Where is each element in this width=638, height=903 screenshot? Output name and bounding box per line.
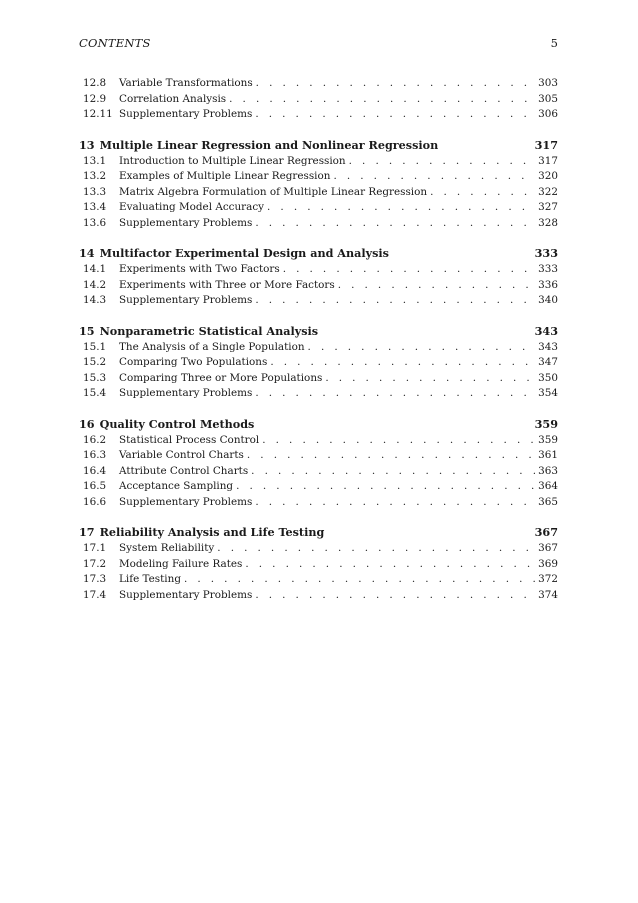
running-header — [79, 36, 558, 50]
toc-section-entry[interactable] — [79, 262, 558, 278]
header-title: CONTENTS — [79, 36, 151, 50]
section-title: Experiments with Two Factors — [119, 263, 280, 275]
section-number: 16.5 — [83, 480, 107, 492]
section-title: Experiments with Three or More Factors — [119, 278, 335, 291]
section-page-number: 350 — [538, 371, 558, 384]
toc-chapter — [79, 244, 558, 309]
toc-section-entry[interactable] — [79, 479, 558, 495]
section-number: 16.4 — [83, 464, 107, 477]
section-title: Comparing Three or More Populations — [119, 371, 323, 384]
section-page-number: 320 — [538, 170, 558, 182]
section-number: 15.4 — [83, 387, 107, 399]
chapter-page-number: 359 — [534, 416, 558, 431]
chapter-page-number: 367 — [534, 525, 558, 539]
chapter-page-number: 343 — [534, 323, 558, 338]
dot-leader — [236, 479, 535, 495]
section-number: 14.2 — [83, 278, 107, 291]
section-title: Examples of Multiple Linear Regression — [119, 170, 331, 182]
chapter-heading — [79, 322, 318, 340]
section-title: Supplementary Problems — [119, 495, 253, 508]
section-number: 13.4 — [83, 201, 107, 213]
chapter-title: Reliability Analysis and Life Testing — [99, 525, 325, 539]
section-title: Modeling Failure Rates — [119, 557, 243, 570]
section-title: Introduction to Multiple Linear Regression — [119, 154, 346, 167]
toc-section-entry[interactable] — [79, 107, 558, 123]
section-page-number: 369 — [538, 557, 558, 570]
chapter-title: Multifactor Experimental Design and Analysis — [99, 246, 389, 260]
dot-leader — [245, 557, 535, 573]
toc-section-entry[interactable] — [79, 572, 558, 588]
section-number: 15.1 — [83, 340, 107, 353]
section-page-number: 354 — [538, 387, 558, 399]
section-page-number: 306 — [538, 108, 558, 120]
dot-leader — [308, 340, 536, 356]
section-title: Comparing Two Populations — [119, 356, 268, 368]
section-page-number: 328 — [538, 216, 558, 229]
toc-section-entry[interactable] — [79, 588, 558, 604]
section-title: Acceptance Sampling — [119, 480, 234, 492]
toc-section-entry[interactable] — [79, 154, 558, 170]
section-number: 12.9 — [83, 92, 107, 105]
toc-chapter — [79, 136, 558, 232]
dot-leader — [255, 588, 535, 604]
toc-chapter — [79, 523, 558, 603]
chapter-number: 16 — [79, 416, 95, 431]
section-title: Supplementary Problems — [119, 387, 253, 399]
section-page-number: 372 — [538, 573, 558, 585]
section-title: Variable Transformations — [119, 77, 253, 89]
section-title: System Reliability — [119, 542, 215, 554]
dot-leader — [255, 495, 535, 511]
continued-sections — [79, 76, 558, 123]
section-title: Evaluating Model Accuracy — [119, 201, 265, 213]
section-page-number: 364 — [538, 480, 558, 492]
header-page-number: 5 — [550, 36, 558, 50]
dot-leader — [247, 448, 535, 464]
section-number: 13.6 — [83, 216, 107, 229]
chapter-number: 14 — [79, 246, 95, 260]
toc-section-entry[interactable] — [79, 495, 558, 511]
section-number: 13.2 — [83, 170, 107, 182]
section-page-number: 359 — [538, 433, 558, 446]
toc-section-entry[interactable] — [79, 293, 558, 309]
toc-section-entry[interactable] — [79, 433, 558, 449]
chapter-page-number: 317 — [534, 137, 558, 152]
section-page-number: 333 — [538, 263, 558, 275]
dot-leader — [430, 185, 535, 201]
chapter-title: Nonparametric Statistical Analysis — [99, 323, 319, 338]
section-title: Statistical Process Control — [119, 433, 260, 446]
section-title: Supplementary Problems — [119, 216, 253, 229]
toc-chapter — [79, 415, 558, 511]
chapter-heading — [79, 244, 389, 262]
section-page-number: 327 — [538, 201, 558, 213]
section-number: 17.2 — [83, 557, 107, 570]
toc-section-entry[interactable] — [79, 355, 558, 371]
dot-leader — [267, 200, 535, 216]
section-title: Attribute Control Charts — [119, 464, 249, 477]
section-number: 14.1 — [83, 263, 107, 275]
toc-chapter-entry[interactable] — [79, 244, 558, 262]
toc-chapter-entry[interactable] — [79, 523, 558, 541]
section-page-number: 340 — [538, 294, 558, 306]
section-number: 14.3 — [83, 294, 107, 306]
chapter-heading — [79, 415, 254, 433]
section-page-number: 303 — [538, 77, 558, 89]
chapter-page-number: 333 — [534, 246, 558, 260]
dot-leader — [217, 541, 535, 557]
section-number: 17.4 — [83, 588, 107, 601]
dot-leader — [262, 433, 535, 449]
section-page-number: 343 — [538, 340, 558, 353]
table-of-contents — [79, 76, 558, 616]
section-page-number: 347 — [538, 356, 558, 368]
dot-leader — [255, 216, 535, 232]
dot-leader — [270, 355, 535, 371]
chapter-heading — [79, 136, 438, 154]
toc-chapter-entry[interactable] — [79, 136, 558, 154]
section-number: 12.11 — [83, 108, 113, 120]
section-page-number: 336 — [538, 278, 558, 291]
dot-leader — [325, 371, 535, 387]
section-page-number: 361 — [538, 449, 558, 461]
section-title: Supplementary Problems — [119, 588, 253, 601]
section-number: 15.2 — [83, 356, 107, 368]
dot-leader — [255, 293, 535, 309]
chapter-number: 17 — [79, 525, 95, 539]
section-page-number: 322 — [538, 185, 558, 198]
chapter-number: 13 — [79, 137, 95, 152]
toc-section-entry[interactable] — [79, 169, 558, 185]
section-number: 15.3 — [83, 371, 107, 384]
toc-section-entry[interactable] — [79, 76, 558, 92]
chapter-title: Quality Control Methods — [99, 416, 255, 431]
toc-section-entry[interactable] — [79, 92, 558, 108]
section-number: 12.8 — [83, 77, 107, 89]
section-number: 16.2 — [83, 433, 107, 446]
chapter-title: Multiple Linear Regression and Nonlinear Regression — [99, 137, 439, 152]
section-number: 13.3 — [83, 185, 107, 198]
section-title: Variable Control Charts — [119, 449, 244, 461]
section-number: 13.1 — [83, 154, 107, 167]
toc-section-entry[interactable] — [79, 278, 558, 294]
dot-leader — [283, 262, 535, 278]
toc-section-entry[interactable] — [79, 340, 558, 356]
section-page-number: 365 — [538, 495, 558, 508]
section-page-number: 367 — [538, 542, 558, 554]
toc-section-entry[interactable] — [79, 386, 558, 402]
toc-chapter-entry[interactable] — [79, 322, 558, 340]
dot-leader — [338, 278, 535, 294]
dot-leader — [256, 76, 535, 92]
toc-section-entry[interactable] — [79, 216, 558, 232]
section-page-number: 317 — [538, 154, 558, 167]
section-number: 17.1 — [83, 542, 107, 554]
chapter-number: 15 — [79, 323, 95, 338]
section-title: Supplementary Problems — [119, 108, 253, 120]
toc-section-entry[interactable] — [79, 185, 558, 201]
section-title: Matrix Algebra Formulation of Multiple Linear Regression — [119, 185, 428, 198]
chapter-heading — [79, 523, 324, 541]
dot-leader — [255, 386, 535, 402]
toc-section-entry[interactable] — [79, 200, 558, 216]
section-title: Supplementary Problems — [119, 294, 253, 306]
toc-section-entry[interactable] — [79, 464, 558, 480]
toc-section-entry[interactable] — [79, 557, 558, 573]
dot-leader — [184, 572, 535, 588]
toc-section-entry[interactable] — [79, 541, 558, 557]
section-title: Life Testing — [119, 573, 181, 585]
toc-chapter — [79, 322, 558, 402]
section-page-number: 305 — [538, 92, 558, 105]
section-page-number: 363 — [538, 464, 558, 477]
section-title: The Analysis of a Single Population — [119, 340, 305, 353]
dot-leader — [251, 464, 535, 480]
toc-chapter-entry[interactable] — [79, 415, 558, 433]
dot-leader — [255, 107, 535, 123]
section-title: Correlation Analysis — [119, 92, 227, 105]
section-page-number: 374 — [538, 588, 558, 601]
toc-section-entry[interactable] — [79, 371, 558, 387]
dot-leader — [333, 169, 535, 185]
dot-leader — [349, 154, 536, 170]
dot-leader — [229, 92, 535, 108]
section-number: 16.6 — [83, 495, 107, 508]
toc-section-entry[interactable] — [79, 448, 558, 464]
section-number: 16.3 — [83, 449, 107, 461]
section-number: 17.3 — [83, 573, 107, 585]
